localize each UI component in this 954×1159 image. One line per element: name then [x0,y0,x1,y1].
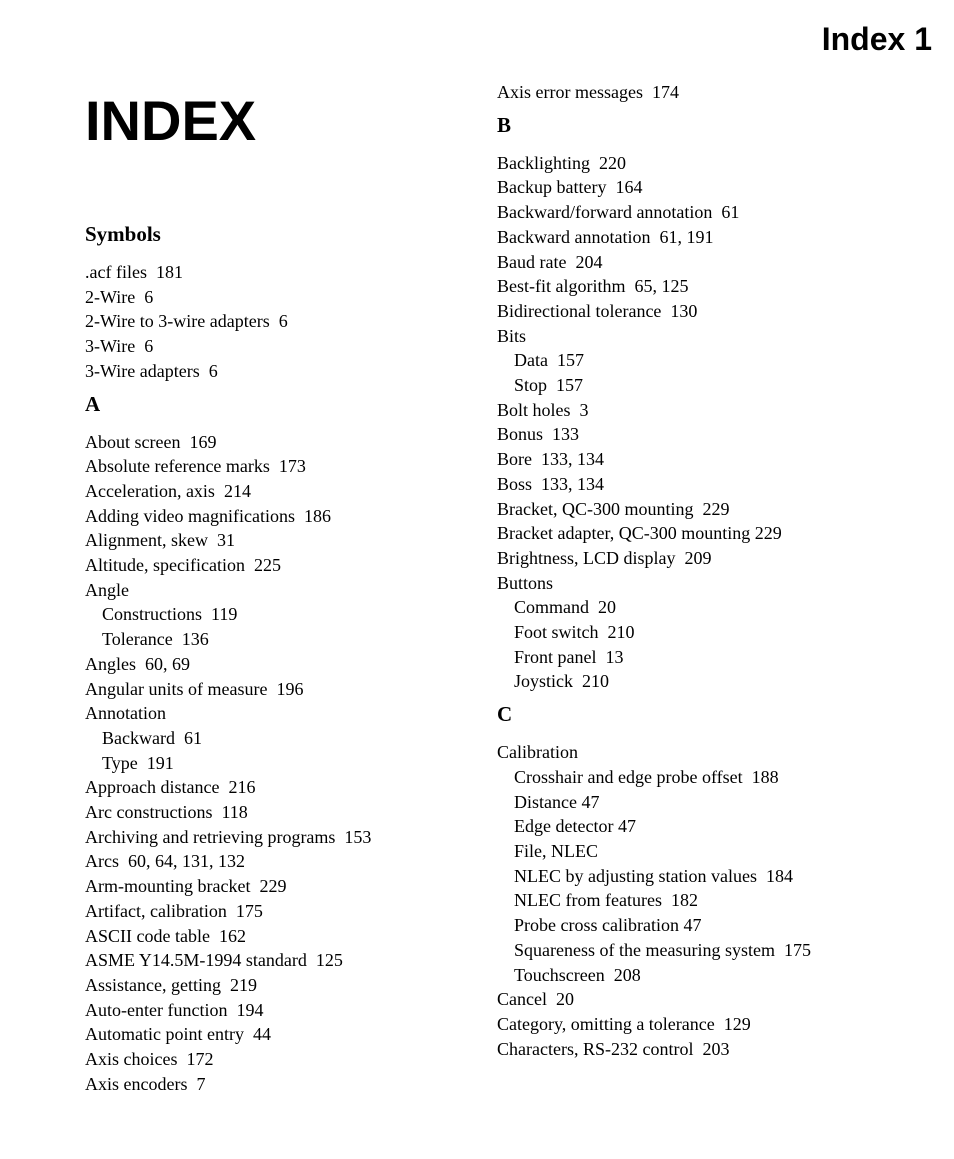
index-entry: Bracket, QC-300 mounting 229 [497,498,730,519]
index-entry: Annotation [85,703,166,724]
index-subentry: Tolerance 136 [102,629,209,650]
section-heading: C [497,702,513,727]
index-entry: Archiving and retrieving programs 153 [85,826,372,847]
index-entry: Backward annotation 61, 191 [497,226,714,247]
index-entry: Backup battery 164 [497,177,643,198]
index-entry: Adding video magnifications 186 [85,505,331,526]
index-entry: Bore 133, 134 [497,449,604,470]
index-entry: Backward/forward annotation 61 [497,202,740,223]
index-entry: Axis choices 172 [85,1049,214,1070]
index-entry: ASME Y14.5M-1994 standard 125 [85,950,343,971]
index-entry: Angles 60, 69 [85,653,190,674]
index-subentry: Data 157 [514,350,584,371]
index-subentry: Edge detector 47 [514,816,636,837]
page-title: INDEX [85,89,257,152]
index-entry: 2-Wire to 3-wire adapters 6 [85,311,288,332]
index-entry: Absolute reference marks 173 [85,456,306,477]
index-subentry: Probe cross calibration 47 [514,915,702,936]
index-entry: Approach distance 216 [85,777,256,798]
index-entry: Bits [497,325,527,346]
index-entry: Backlighting 220 [497,152,626,173]
index-subentry: Constructions 119 [102,604,238,625]
index-entry: Auto-enter function 194 [85,999,264,1020]
index-subentry: File, NLEC [514,840,598,861]
index-entry: Acceleration, axis 214 [85,480,251,501]
index-entry: Arc constructions 118 [85,802,248,823]
index-subentry: Stop 157 [514,375,584,396]
index-entry: About screen 169 [85,431,217,452]
index-subentry: Front panel 13 [514,646,624,667]
index-entry: Angle [85,579,129,600]
index-entry: Characters, RS-232 control 203 [497,1038,730,1059]
index-entry: Baud rate 204 [497,251,603,272]
index-entry: Axis error messages 174 [497,82,679,102]
index-entry: Calibration [497,742,578,763]
index-entry: 2-Wire 6 [85,286,154,307]
section-heading: A [85,391,101,416]
index-entry: Best-fit algorithm 65, 125 [497,276,689,297]
index-subentry: NLEC by adjusting station values 184 [514,865,793,886]
index-entry: Automatic point entry 44 [85,1024,271,1045]
index-subentry: Type 191 [102,752,174,773]
index-subentry: NLEC from features 182 [514,890,698,911]
index-entry: Bolt holes 3 [497,399,589,420]
index-section-a [85,392,525,1097]
index-subentry: Command 20 [514,597,616,618]
index-entry: Category, omitting a tolerance 129 [497,1013,751,1034]
index-entry: Brightness, LCD display 209 [497,547,712,568]
index-section-c [497,702,937,1061]
index-entry: Bracket adapter, QC-300 mounting 229 [497,523,782,544]
section-heading: B [497,112,512,137]
running-head: Index 1 [821,21,932,57]
index-subentry: Distance 47 [514,791,600,812]
index-subentry: Crosshair and edge probe offset 188 [514,766,779,787]
index-section-continued [497,80,937,105]
index-subentry: Touchscreen 208 [514,964,641,985]
index-entry: 3-Wire 6 [85,336,154,357]
index-entry: Alignment, skew 31 [85,530,235,551]
index-entry: Angular units of measure 196 [85,678,304,699]
index-column-right [497,80,937,1061]
index-entry: Artifact, calibration 175 [85,900,263,921]
section-heading: Symbols [85,222,161,246]
index-entry: Buttons [497,572,554,593]
index-entry: Arm-mounting bracket 229 [85,876,287,897]
index-subentry: Squareness of the measuring system 175 [514,939,811,960]
index-subentry: Joystick 210 [514,671,610,692]
index-entry: Arcs 60, 64, 131, 132 [85,851,245,872]
index-subentry: Foot switch 210 [514,622,635,643]
index-entry: Cancel 20 [497,989,574,1010]
index-entry: Bonus 133 [497,424,580,445]
index-entry: Bidirectional tolerance 130 [497,300,698,321]
index-entry: Altitude, specification 225 [85,555,281,576]
index-entry: 3-Wire adapters 6 [85,360,218,381]
index-entry: Axis encoders 7 [85,1073,206,1094]
index-entry: ASCII code table 162 [85,925,246,946]
index-entry: .acf files 181 [85,262,183,282]
index-entry: Assistance, getting 219 [85,974,257,995]
index-entry: Boss 133, 134 [497,473,605,494]
index-section-b [497,113,937,694]
index-section-symbols [85,222,525,384]
index-subentry: Backward 61 [102,727,202,748]
index-column-left [85,222,525,1097]
